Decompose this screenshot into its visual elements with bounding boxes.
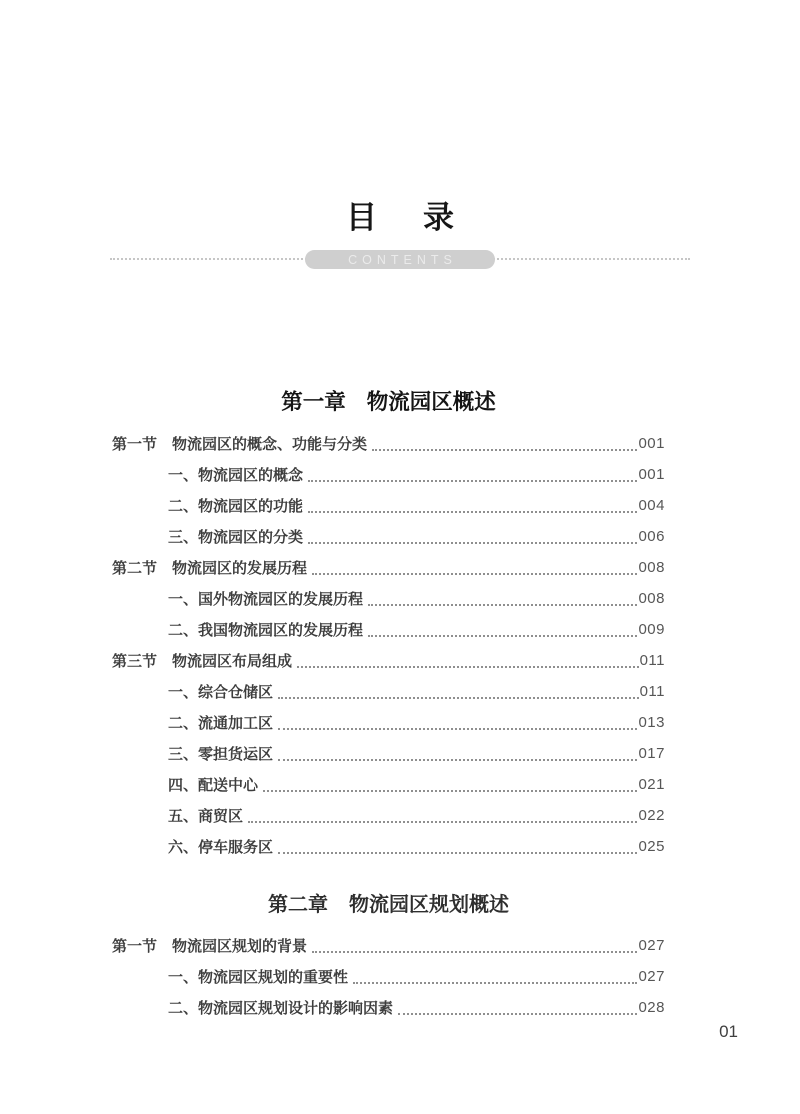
chapter-entries xyxy=(112,428,665,862)
toc-row xyxy=(112,800,665,831)
entry-page-ref: 011 xyxy=(639,652,665,669)
dot-leader xyxy=(353,982,637,984)
entry-page-ref: 027 xyxy=(638,937,665,954)
entry-page-ref: 001 xyxy=(638,435,665,452)
dot-leader xyxy=(312,573,637,575)
entry-page-ref: 021 xyxy=(638,776,665,793)
dot-leader xyxy=(308,480,637,482)
dot-leader xyxy=(278,697,639,699)
contents-pill: CONTENTS xyxy=(305,250,495,269)
entry-title: 物流园区的概念、功能与分类 xyxy=(172,436,368,453)
section-label: 第一节 xyxy=(112,938,158,955)
entry-title: 二、流通加工区 xyxy=(168,715,274,732)
entry-title: 二、我国物流园区的发展历程 xyxy=(168,622,364,639)
entry-page-ref: 028 xyxy=(638,999,665,1016)
entry-page-ref: 025 xyxy=(638,838,665,855)
dot-leader xyxy=(368,635,637,637)
page-title xyxy=(0,0,800,235)
chapter-label: 第二章 xyxy=(268,894,328,916)
entry-title: 一、综合仓储区 xyxy=(168,684,274,701)
entry-page-ref: 004 xyxy=(638,497,665,514)
toc-row xyxy=(112,930,665,961)
section-label: 第三节 xyxy=(112,653,158,670)
toc-row xyxy=(112,490,665,521)
dot-leader xyxy=(312,951,637,953)
dot-leader xyxy=(398,1013,637,1015)
toc-row xyxy=(112,428,665,459)
entry-title: 六、停车服务区 xyxy=(168,839,274,856)
entry-title: 二、物流园区规划设计的影响因素 xyxy=(168,1000,394,1017)
toc-chapters xyxy=(112,389,665,1023)
entry-title: 五、商贸区 xyxy=(168,808,244,825)
entry-page-ref: 008 xyxy=(638,559,665,576)
section-label: 第一节 xyxy=(112,436,158,453)
entry-page-ref: 006 xyxy=(638,528,665,545)
entry-title: 二、物流园区的功能 xyxy=(168,498,304,515)
dot-leader xyxy=(368,604,637,606)
dot-leader xyxy=(278,759,637,761)
entry-title: 三、零担货运区 xyxy=(168,746,274,763)
toc-row xyxy=(112,521,665,552)
dot-leader xyxy=(372,449,637,451)
toc-row xyxy=(112,707,665,738)
toc-row xyxy=(112,831,665,862)
toc-row xyxy=(112,614,665,645)
toc-row xyxy=(112,583,665,614)
chapter-title: 物流园区规划概述 xyxy=(349,894,509,916)
entry-page-ref: 011 xyxy=(639,683,665,700)
entry-title: 物流园区布局组成 xyxy=(172,653,293,670)
entry-title: 物流园区规划的背景 xyxy=(172,938,308,955)
entry-title: 三、物流园区的分类 xyxy=(168,529,304,546)
dot-leader xyxy=(248,821,637,823)
toc-row xyxy=(112,552,665,583)
toc-row xyxy=(112,738,665,769)
dot-leader xyxy=(308,542,637,544)
page-title-char-2: 录 xyxy=(423,200,454,235)
section-label: 第二节 xyxy=(112,560,158,577)
entry-page-ref: 027 xyxy=(638,968,665,985)
toc-row xyxy=(112,769,665,800)
toc-row xyxy=(112,961,665,992)
dot-leader xyxy=(278,852,637,854)
dot-leader xyxy=(297,666,639,668)
entry-title: 一、物流园区规划的重要性 xyxy=(168,969,349,986)
chapter-label: 第一章 xyxy=(281,390,346,414)
page-title-char-1: 目 xyxy=(346,200,377,235)
toc-row xyxy=(112,676,665,707)
entry-page-ref: 001 xyxy=(638,466,665,483)
entry-page-ref: 022 xyxy=(638,807,665,824)
entry-page-ref: 008 xyxy=(638,590,665,607)
chapter-heading xyxy=(112,389,665,416)
entry-page-ref: 013 xyxy=(638,714,665,731)
dot-leader xyxy=(278,728,637,730)
chapter xyxy=(112,389,665,862)
chapter xyxy=(112,892,665,1023)
dot-leader xyxy=(263,790,637,792)
chapter-entries xyxy=(112,930,665,1023)
dot-leader xyxy=(308,511,637,513)
entry-title: 一、国外物流园区的发展历程 xyxy=(168,591,364,608)
entry-title: 一、物流园区的概念 xyxy=(168,467,304,484)
toc-row xyxy=(112,992,665,1023)
entry-page-ref: 009 xyxy=(638,621,665,638)
chapter-heading xyxy=(112,892,665,918)
toc-row xyxy=(112,645,665,676)
folio-page-number: 01 xyxy=(719,1022,738,1041)
entry-title: 四、配送中心 xyxy=(168,777,259,794)
entry-title: 物流园区的发展历程 xyxy=(172,560,308,577)
contents-band xyxy=(110,250,690,269)
chapter-title: 物流园区概述 xyxy=(366,390,496,414)
toc-row xyxy=(112,459,665,490)
entry-page-ref: 017 xyxy=(638,745,665,762)
